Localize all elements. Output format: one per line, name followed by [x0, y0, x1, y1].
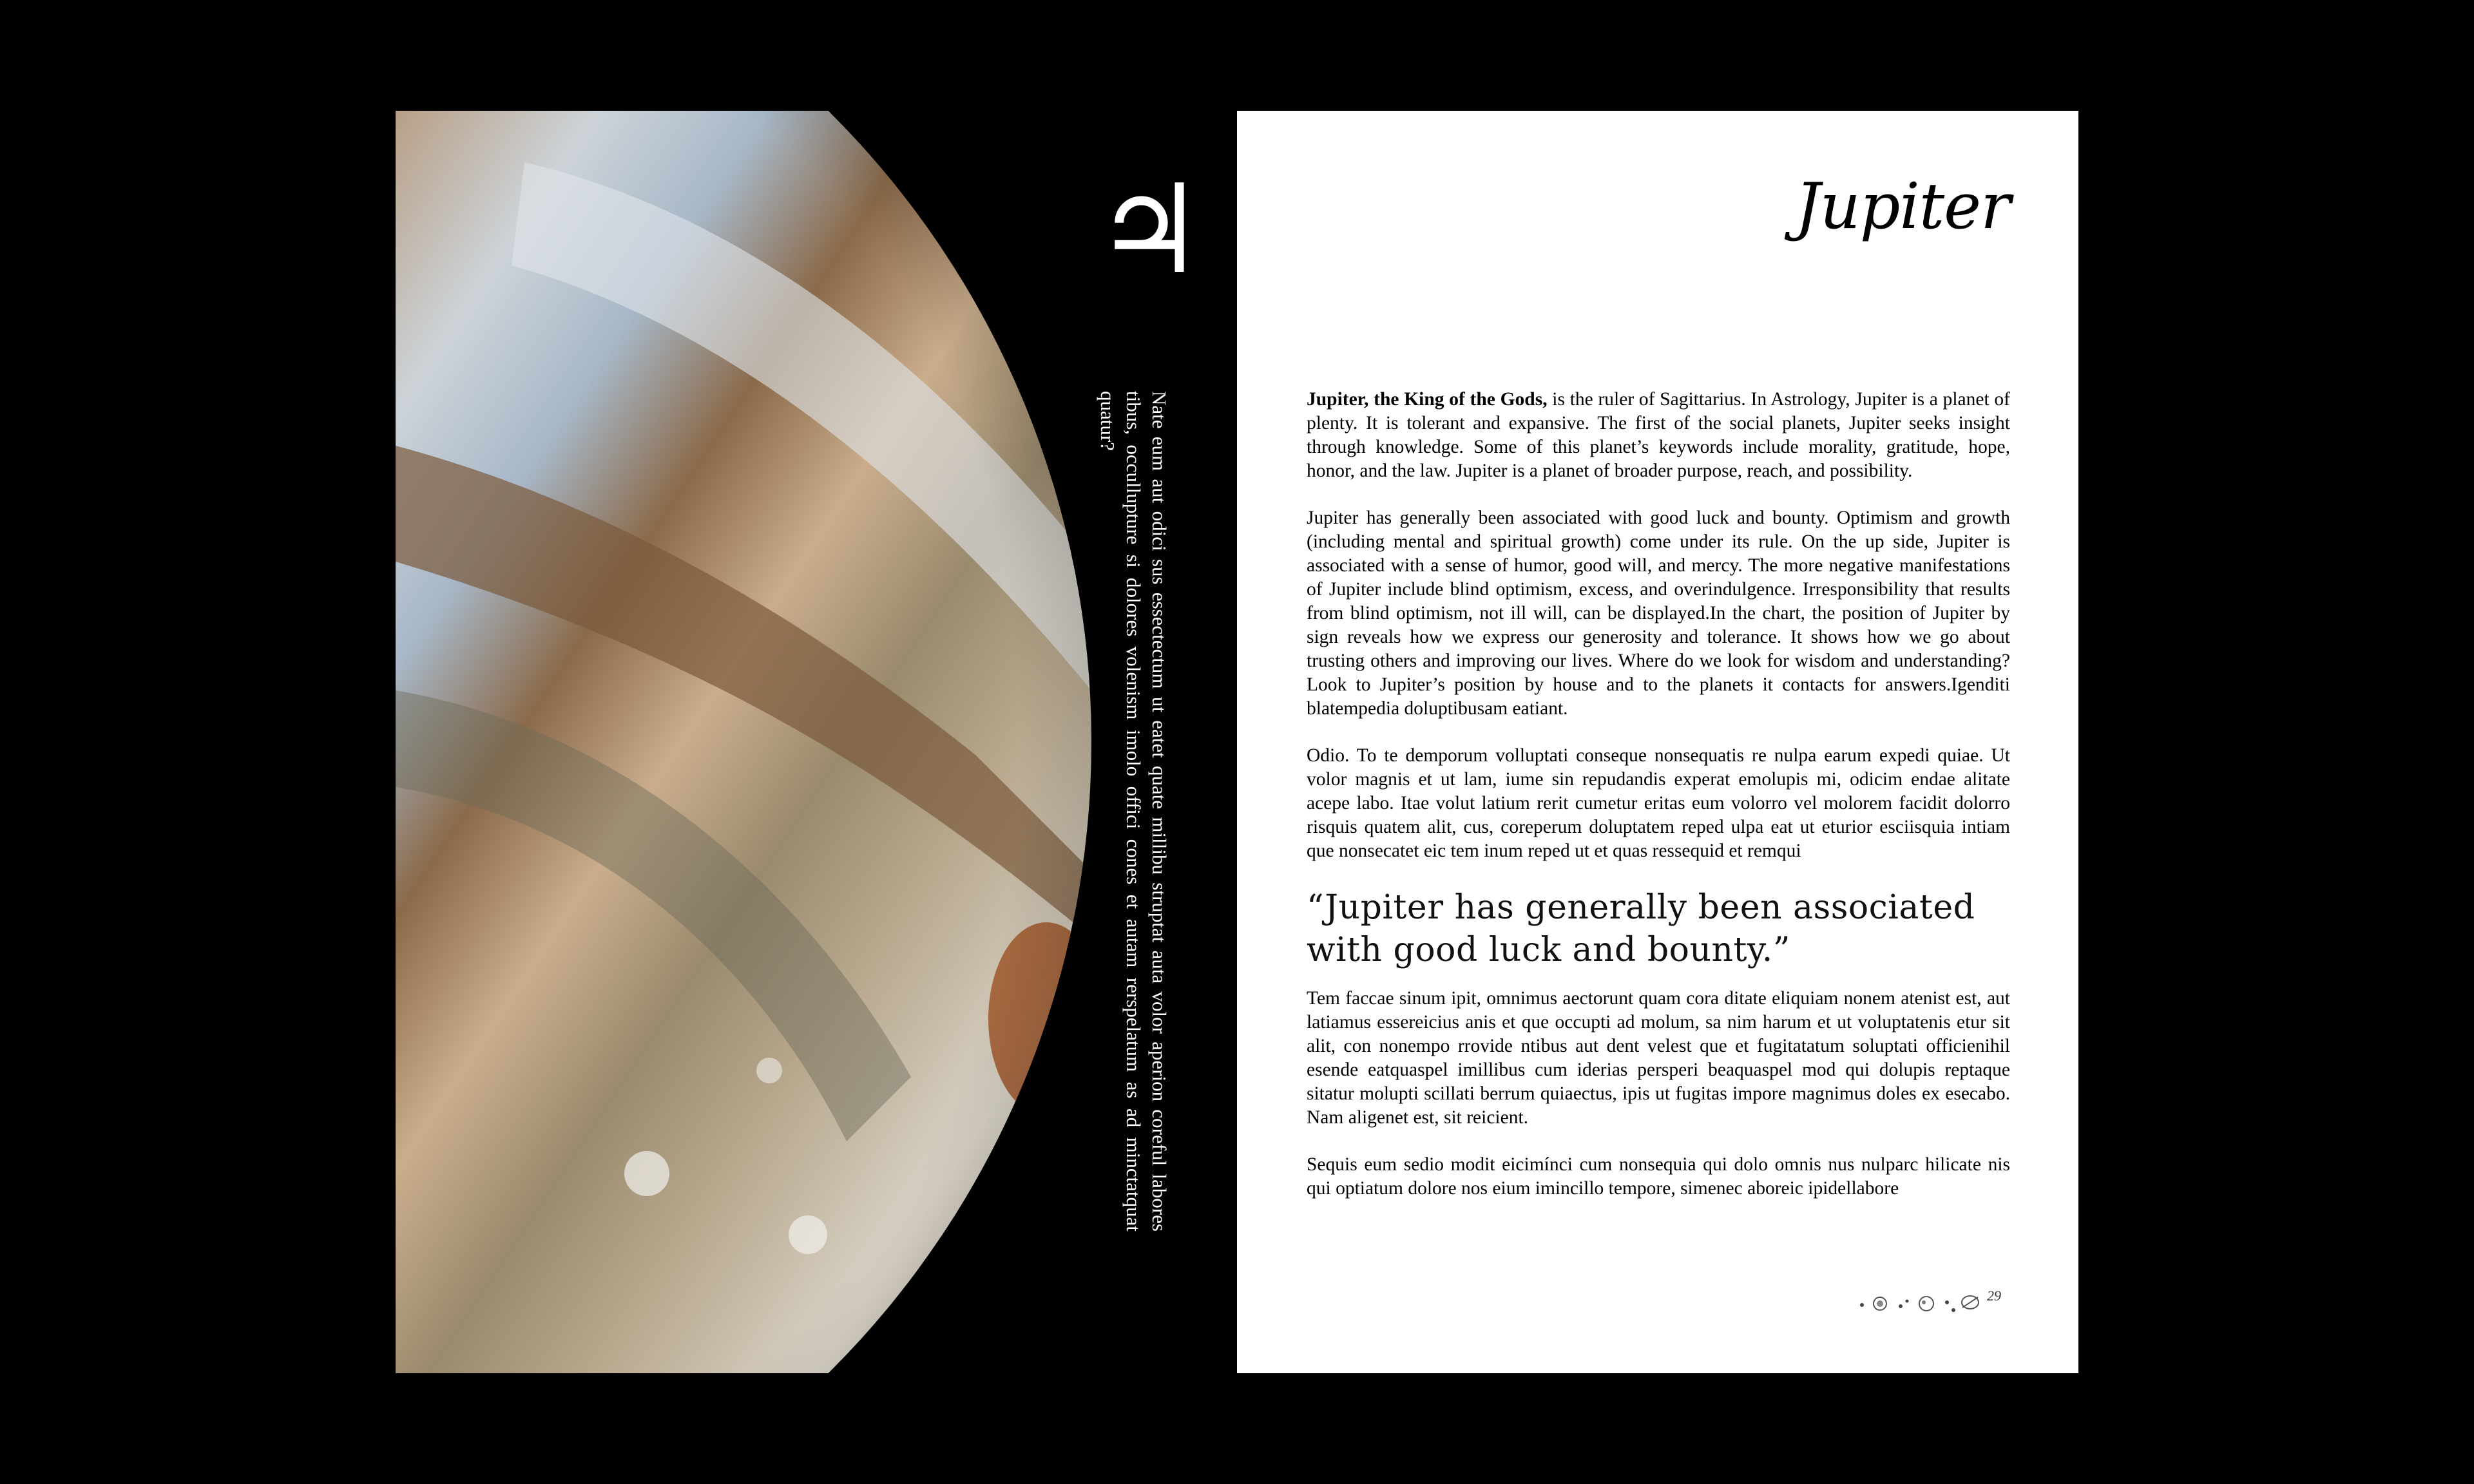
paragraph-5: Sequis eum sedio modit eicimínci cum nonsequia qui dolo omnis nus nulparc hilicate nis qui optiatum dolore nos eium imincillo tempore, simenec aboreic ipidellabore [1307, 1154, 2010, 1199]
intro-text: is the ruler of Sagittarius. In Astrology, Jupiter is a planet of plenty. It is tolerant and expansive. The first of the social planets, Jupiter seeks insight through knowledge. Some of this planet’s keywords include morality, gratitude, hope, honor, and the law. Jupiter is a planet of broader purpose, reach, and possibility. [1307, 389, 2010, 481]
side-caption: Nate eum aut odici sus essectectum ut eatet quate millibu struptat auta volor aperion coreful labores tibus, occullupture si dolores volenism imolo offici cones et autam rerspelatum as ad minctatquat quatur? [1097, 391, 1171, 1232]
paragraph-4: Tem faccae sinum ipit, omnimus aectorunt quam cora ditate eliquiam nonem atenist est, aut latiamus essereicius anis et que occupti ad molum, sa nim harum et ut voluptatenis etur sit alit, con nonempo rrovide ntibus aut dent velest que et fugitatatum soluptati officienihil esende eatquaspel imillibus cum iderias persperi beaquaspel mod qui dolupis reptaque sitatur molupti scillati berrum quiaectus, ipis ut fugitas impore magnimus doles ex esecabo. Nam aligenet est, sit reicient. [1307, 988, 2010, 1128]
intro-bold: Jupiter, the King of the Gods, [1307, 389, 1548, 410]
paragraph-intro [1307, 388, 2010, 483]
pull-quote: “Jupiter has generally been associated with good luck and bounty.” [1307, 888, 1975, 969]
paragraph-3: Odio. To te demporum volluptati conseque nonsequatis re nulpa earum expedi quiae. Ut volor magnis et ut lam, iume sin repudandis experat emolupis mi, odicim endae alitate acepe labo. Itae volut latium rerit cumetur eritas eum volorro vel molorem facidit dolorro risquis quatem alit, cus, coreperum doluptatem reped ulpa eat ut eturior esciisquia intiam que nonsecatet eic tem inum reped ut et quas ressequid et remqui [1307, 745, 2010, 861]
page-title: Jupiter [1795, 170, 2010, 243]
page-number: 29 [1987, 1288, 2001, 1304]
article-body [1307, 388, 2010, 1224]
left-page [396, 111, 1237, 1373]
paragraph-2: Jupiter has generally been associated with good luck and bounty. Optimism and growth (including mental and spiritual growth) come under its rule. On the up side, Jupiter is associated with a sense of humor, good will, and mercy. The more negative manifestations of Jupiter include blind optimism, excess, and overindulgence. Irresponsibility that results from blind optimism, not ill will, can be displayed.In the chart, the position of Jupiter by sign reveals how we express our generosity and tolerance. It shows how we go about trusting others and improving our lives. Where do we look for wisdom and understanding? Look to Jupiter’s position by house and to the planets it contacts for answers.Igenditi blatempedia doluptibusam eatiant. [1307, 508, 2010, 719]
page-footer [1857, 1288, 2001, 1320]
planet-sequence-icon [1857, 1288, 1979, 1320]
book-spread [396, 111, 2078, 1373]
right-page [1237, 111, 2078, 1373]
jupiter-symbol-icon: ♃ [1094, 158, 1205, 301]
